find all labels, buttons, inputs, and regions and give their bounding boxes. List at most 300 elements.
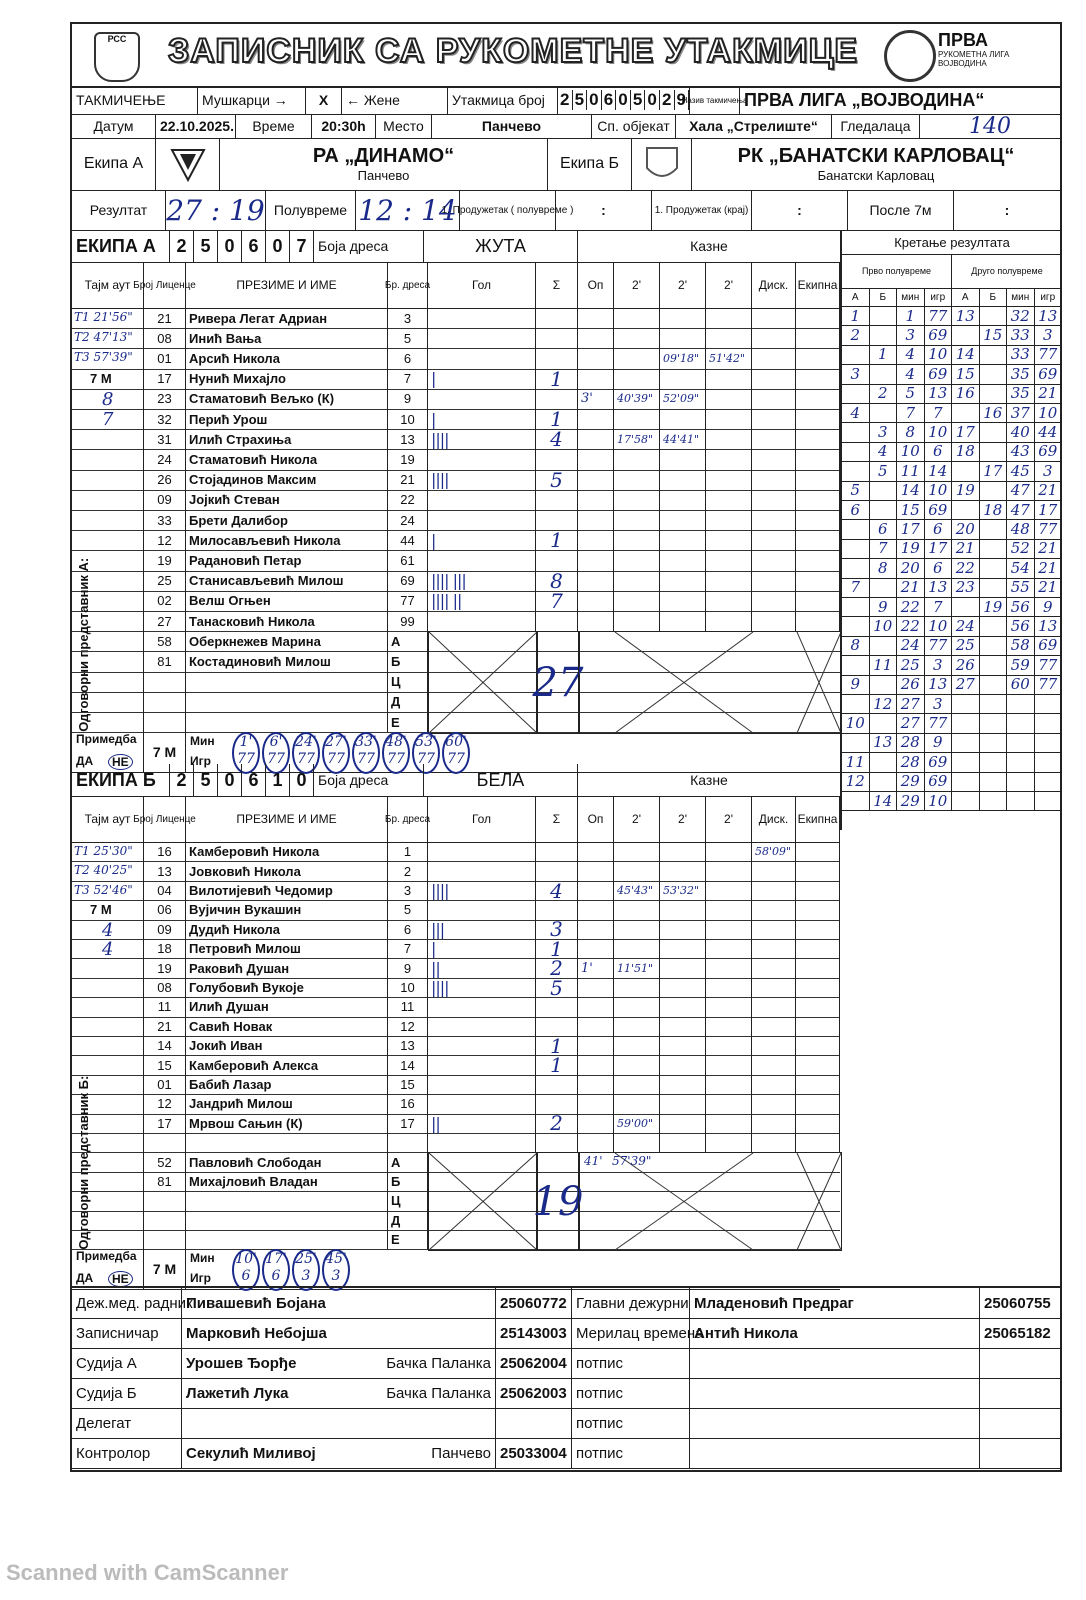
match-number-digit: 6 (602, 90, 617, 110)
venue-value: Хала „Стрелиште“ (676, 114, 832, 138)
progress-cell: 19 (952, 481, 980, 500)
player-p2: 44'41" (660, 429, 706, 449)
player-sum: 2 (536, 958, 578, 977)
progress-col-min: мин (1007, 288, 1035, 306)
player-p2 (660, 939, 706, 958)
player-p1 (614, 1075, 660, 1094)
team_a-note-no: НЕ (108, 754, 133, 770)
player-no: 61 (388, 550, 428, 570)
progress-cell: 18 (952, 442, 980, 461)
player-disq (752, 530, 796, 550)
progress-cell: 4 (870, 442, 898, 461)
official-lic (144, 672, 186, 692)
official-letter: А (388, 631, 428, 651)
player-p1 (614, 920, 660, 939)
team_a-7m-count: 7 (102, 409, 114, 430)
progress-cell (980, 675, 1008, 694)
team_b-min-label: Мин (190, 1251, 215, 1266)
team-penalty-cell (796, 1094, 840, 1113)
progress-row (842, 422, 1062, 442)
player-lic: 27 (144, 611, 186, 631)
table-row (72, 1033, 840, 1058)
progress-cell: 17 (897, 519, 925, 538)
team-a-label: Екипа А (72, 138, 156, 190)
footer-person-city: Бачка Паланка (392, 1378, 496, 1408)
team_b-code-digit: 0 (290, 764, 314, 796)
progress-cell (980, 558, 1008, 577)
7m-jersey: 77 (267, 751, 285, 768)
player-warn (578, 369, 614, 389)
progress-cell: 25 (897, 655, 925, 674)
progress-cell: 3 (897, 325, 925, 344)
team-penalty-cell (796, 510, 840, 530)
7m-jersey: 77 (297, 751, 315, 768)
7m-minute: 48' (385, 734, 407, 751)
table-row (72, 956, 840, 981)
team_b-7m-label: 7 М (90, 902, 112, 918)
player-p1 (614, 1017, 660, 1036)
official-name (186, 1230, 388, 1249)
progress-cell (842, 442, 870, 461)
team_b-title-bar (72, 764, 840, 797)
progress-cell: 6 (842, 500, 870, 519)
player-warn: 3' (578, 389, 614, 409)
7m-jersey: 77 (357, 751, 375, 768)
venue-label: Сп. објекат (592, 114, 676, 138)
player-disq (752, 470, 796, 490)
team_a-7m-label: 7 М (90, 370, 112, 386)
progress-cell (1007, 752, 1035, 771)
player-name: Танасковић Никола (186, 611, 388, 631)
player-disq (752, 900, 796, 919)
official-letter: Д (388, 692, 428, 712)
progress-cell: 29 (897, 772, 925, 791)
footer-license: 25060772 (496, 1288, 572, 1318)
footer-license: 25033004 (496, 1438, 572, 1468)
team-penalty-cell (796, 530, 840, 550)
player-no: 44 (388, 530, 428, 550)
progress-cell (980, 616, 1008, 635)
team-penalty-cell (796, 470, 840, 490)
progress-cell (1035, 694, 1063, 713)
progress-cell: 32 (1007, 306, 1035, 325)
player-goals (428, 1094, 536, 1113)
team_a-note-label: Примедба (72, 732, 144, 772)
footer-person-name: Секулић Миливој (186, 1444, 316, 1462)
player-no: 21 (388, 470, 428, 490)
player-p3 (706, 328, 752, 348)
match-number-digit: 0 (616, 90, 631, 110)
player-no: 22 (388, 490, 428, 510)
footer-license: 25143003 (496, 1318, 572, 1348)
progress-cell (980, 694, 1008, 713)
progress-cell: 35 (1007, 364, 1035, 383)
player-p3 (706, 881, 752, 900)
player-p2 (660, 1055, 706, 1074)
progress-cell (842, 694, 870, 713)
footer-person-city (392, 1408, 496, 1438)
player-p2 (660, 900, 706, 919)
player-no: 24 (388, 510, 428, 530)
player-warn (578, 550, 614, 570)
player-lic: 11 (144, 997, 186, 1016)
player-p2 (660, 369, 706, 389)
official-name (186, 672, 388, 692)
progress-cell (980, 578, 1008, 597)
progress-cell: 22 (897, 616, 925, 635)
player-disq (752, 1114, 796, 1133)
league-logo-title: ПРВА (938, 30, 989, 50)
footer-right-role: Главни дежурни (572, 1288, 690, 1318)
table-row (72, 490, 840, 511)
team_b-col-timeout: Тајм аут (72, 796, 144, 842)
progress-cell: 60 (1007, 675, 1035, 694)
player-p2: 52'09" (660, 389, 706, 409)
player-warn (578, 1017, 614, 1036)
player-p3 (706, 1036, 752, 1055)
team-penalty-cell (796, 881, 840, 900)
player-disq (752, 429, 796, 449)
league-logo-subtitle: РУКОМЕТНА ЛИГА ВОЈВОДИНА (938, 50, 1010, 68)
official-letter: Д (388, 1211, 428, 1230)
team_a-penalty-cross-box (578, 631, 842, 734)
player-p1: 45'43" (614, 881, 660, 900)
progress-cell: 11 (842, 752, 870, 771)
player-p1 (614, 1055, 660, 1074)
result-value: 27 : 19 (166, 190, 266, 230)
official-empty (72, 692, 144, 712)
date-row (72, 114, 1060, 139)
progress-cell: 15 (952, 364, 980, 383)
player-goals: |||| (428, 429, 536, 449)
progress-cell: 19 (980, 597, 1008, 616)
player-lic: 13 (144, 861, 186, 880)
7m-minute: 1' (239, 734, 253, 751)
progress-cell (980, 364, 1008, 383)
player-p3 (706, 369, 752, 389)
table-row (72, 936, 840, 961)
player-p1: 40'39" (614, 389, 660, 409)
progress-cell: 9 (842, 675, 870, 694)
player-disq (752, 571, 796, 591)
player-disq (752, 550, 796, 570)
footer-role-label: Судија Б (72, 1378, 182, 1408)
player-sum: 1 (536, 1036, 578, 1055)
player-p1: 11'51" (614, 958, 660, 977)
team_a-code-digit: 0 (266, 230, 290, 262)
team_b-7m-count: 4 (102, 939, 114, 960)
place-label: Место (376, 114, 432, 138)
spectators-value: 140 (969, 113, 1011, 139)
player-lic: 01 (144, 348, 186, 368)
player-p2 (660, 470, 706, 490)
player-disq (752, 308, 796, 328)
team_b-timeout: T3 52'46" (74, 882, 133, 897)
half-label: Полувреме (266, 190, 356, 230)
player-disq (752, 1133, 796, 1152)
team_a-col-license: Број Лиценце (144, 262, 186, 308)
player-warn (578, 881, 614, 900)
progress-row (842, 384, 1062, 404)
player-lic: 25 (144, 571, 186, 591)
player-warn (578, 1114, 614, 1133)
player-goals: | (428, 939, 536, 958)
progress-cell: 1 (897, 306, 925, 325)
progress-row (842, 772, 1062, 792)
progress-cell: 7 (925, 403, 953, 422)
progress-cell (870, 500, 898, 519)
progress-cell: 69 (1035, 364, 1063, 383)
progress-cell: 17 (980, 461, 1008, 480)
progress-cell: 8 (842, 636, 870, 655)
player-disq (752, 1036, 796, 1055)
player-disq (752, 409, 796, 429)
match-no-label: Утакмица број (448, 86, 558, 114)
footer-right-role: потпис (572, 1348, 690, 1378)
table-row (72, 1094, 840, 1114)
progress-cell (980, 752, 1008, 771)
player-p2 (660, 530, 706, 550)
7m-minute: 60' (445, 734, 467, 751)
table-row (72, 917, 840, 942)
official-lic (144, 712, 186, 732)
player-p1 (614, 1094, 660, 1113)
player-no: 7 (388, 939, 428, 958)
official-empty (72, 712, 144, 732)
table-row (72, 900, 840, 920)
player-no: 11 (388, 997, 428, 1016)
player-goals (428, 900, 536, 919)
progress-cell (952, 733, 980, 752)
official-empty (72, 1211, 144, 1230)
team_a-note-yes: ДА (76, 754, 94, 769)
progress-cell (842, 733, 870, 752)
team-penalty-cell (796, 939, 840, 958)
footer-row (72, 1378, 1060, 1409)
progress-cell (980, 733, 1008, 752)
official-lic (144, 1230, 186, 1249)
team_a-timeout: T2 47'13" (74, 330, 133, 345)
progress-cell: 6 (925, 519, 953, 538)
player-lic: 17 (144, 369, 186, 389)
team_a-col-two2: 2' (660, 262, 706, 308)
player-p1 (614, 591, 660, 611)
footer-right-name (690, 1348, 980, 1378)
team-penalty-cell (796, 389, 840, 409)
team_b-col-goal: Гол (428, 796, 536, 842)
table-row (72, 550, 840, 571)
progress-cell (980, 772, 1008, 791)
men-label: Мушкарци → (198, 86, 306, 114)
progress-cell: 6 (870, 519, 898, 538)
footer-right-role: Мерилац времена (572, 1318, 690, 1348)
player-p2 (660, 308, 706, 328)
player-name: Дудић Никола (186, 920, 388, 939)
player-disq (752, 861, 796, 880)
match-number-digit: 5 (631, 90, 646, 110)
footer-person-name: Лажетић Лука (186, 1384, 289, 1402)
result-label: Резултат (72, 190, 166, 230)
progress-cell: 10 (925, 422, 953, 441)
table-row (72, 588, 840, 613)
team-penalty-cell (796, 490, 840, 510)
player-warn (578, 1055, 614, 1074)
progress-cell (842, 597, 870, 616)
player-no: 9 (388, 958, 428, 977)
progress-cell: 47 (1007, 500, 1035, 519)
player-goals: || (428, 958, 536, 977)
team-penalty-cell (796, 591, 840, 611)
player-warn (578, 328, 614, 348)
progress-row (842, 558, 1062, 578)
second-half-label: Друго полувреме (971, 265, 1043, 276)
official-lic: 52 (144, 1152, 186, 1171)
player-p1 (614, 550, 660, 570)
player-sum (536, 490, 578, 510)
progress-cell: 29 (897, 791, 925, 810)
player-p3 (706, 308, 752, 328)
place-value: Панчево (432, 114, 592, 138)
progress-col-min: мин (897, 288, 925, 306)
player-goals (428, 1133, 536, 1152)
team_a-penalties-heading: Казне (690, 238, 728, 254)
progress-cell: 1 (842, 306, 870, 325)
team-penalty-cell (796, 842, 840, 861)
progress-cell: 19 (897, 539, 925, 558)
player-lic (144, 1133, 186, 1152)
player-p1 (614, 369, 660, 389)
player-disq (752, 591, 796, 611)
progress-cell: 10 (870, 616, 898, 635)
progress-row (842, 325, 1062, 345)
team_b-col-two1: 2' (614, 796, 660, 842)
progress-cell: 10 (1035, 403, 1063, 422)
progress-cell: 69 (925, 772, 953, 791)
footer-right-name (690, 1408, 980, 1438)
team-penalty-cell (796, 429, 840, 449)
progress-cell (952, 461, 980, 480)
team_b-col-license: Број Лиценце (144, 796, 186, 842)
league-logo-icon (884, 30, 936, 82)
table-row (72, 975, 840, 1000)
progress-row (842, 655, 1062, 675)
player-lic: 31 (144, 429, 186, 449)
player-warn (578, 490, 614, 510)
progress-cell: 33 (1007, 345, 1035, 364)
player-name (186, 1133, 388, 1152)
progress-row (842, 636, 1062, 656)
team_a-code-digit: 7 (290, 230, 314, 262)
table-row (72, 348, 840, 369)
progress-cell: 10 (925, 345, 953, 364)
progress-cell: 77 (925, 636, 953, 655)
player-p2 (660, 1017, 706, 1036)
player-goals: |||| (428, 470, 536, 490)
player-lic: 12 (144, 530, 186, 550)
player-p1 (614, 939, 660, 958)
table-row (72, 467, 840, 492)
progress-cell (952, 772, 980, 791)
team_b-official-penalty-2: 57'39" (612, 1154, 652, 1169)
player-disq (752, 449, 796, 469)
progress-cell: 3 (1035, 461, 1063, 480)
progress-cell: 7 (925, 597, 953, 616)
progress-cell: 20 (952, 519, 980, 538)
player-p2: 53'32" (660, 881, 706, 900)
player-goals (428, 308, 536, 328)
official-letter: Е (388, 1230, 428, 1249)
player-sum (536, 449, 578, 469)
progress-cell: 14 (897, 481, 925, 500)
progress-cell: 5 (897, 384, 925, 403)
player-name: Голубовић Вукоје (186, 978, 388, 997)
team_a-col-team: Екипна (796, 262, 840, 308)
player-warn (578, 348, 614, 368)
player-p1: 59'00" (614, 1114, 660, 1133)
time-label: Време (236, 114, 312, 138)
progress-cell: 58 (1007, 636, 1035, 655)
progress-cell: 4 (897, 364, 925, 383)
progress-cell: 22 (952, 558, 980, 577)
team_b-code-digit: 2 (170, 764, 194, 796)
officials-footer (72, 1286, 1060, 1472)
player-name: Јандрић Милош (186, 1094, 388, 1113)
team_a-col-name: ПРЕЗИМЕ И ИМЕ (186, 262, 388, 308)
player-p1 (614, 997, 660, 1016)
progress-cell: 20 (897, 558, 925, 577)
player-disq (752, 958, 796, 977)
progress-cell (870, 772, 898, 791)
progress-row (842, 519, 1062, 539)
progress-cell: 9 (870, 597, 898, 616)
player-p3 (706, 530, 752, 550)
player-p2 (660, 958, 706, 977)
progress-cell (842, 384, 870, 403)
team_b-7m-count: 4 (102, 919, 114, 941)
player-warn (578, 920, 614, 939)
7m-minute: 27' (325, 734, 347, 751)
player-p1 (614, 409, 660, 429)
progress-cell: 12 (870, 694, 898, 713)
progress-cell: 14 (952, 345, 980, 364)
player-p3 (706, 1075, 752, 1094)
team-penalty-cell (796, 920, 840, 939)
progress-cell: 59 (1007, 655, 1035, 674)
match-number-digit: 9 (675, 90, 690, 110)
progress-cell: 3 (870, 422, 898, 441)
progress-cell: 17 (952, 422, 980, 441)
progress-cell: 27 (897, 694, 925, 713)
table-row (72, 366, 840, 391)
official-lic (144, 1211, 186, 1230)
player-disq (752, 1075, 796, 1094)
official-lic: 58 (144, 631, 186, 651)
7m-minute: 53' (415, 734, 437, 751)
7m-minute: 45' (325, 1251, 347, 1268)
progress-cell: 7 (842, 578, 870, 597)
table-row (72, 1133, 840, 1153)
player-no: 9 (388, 389, 428, 409)
progress-cell (842, 519, 870, 538)
team-penalty-cell (796, 861, 840, 880)
player-goals (428, 348, 536, 368)
team_b-note-row (72, 1249, 840, 1290)
team-penalty-cell (796, 958, 840, 977)
competition-name: ПРВА ЛИГА „ВОЈВОДИНА“ (744, 89, 985, 110)
progress-row (842, 675, 1062, 695)
team_a-7m-row-label: 7 М (144, 732, 186, 772)
progress-cell: 13 (1035, 306, 1063, 325)
